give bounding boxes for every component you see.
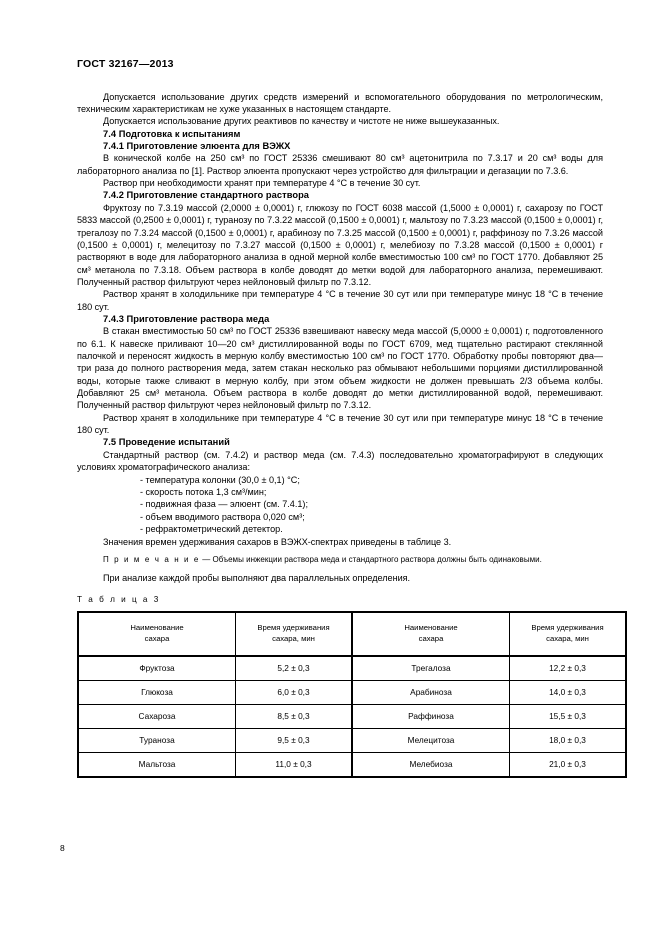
note-label: П р и м е ч а н и е bbox=[103, 554, 200, 564]
table-header-row bbox=[78, 612, 626, 656]
note-body: — Объемы инжекции раствора меда и стандартного раствора должны быть одинаковыми. bbox=[199, 554, 542, 564]
table-cell-sugar-name: Сахароза bbox=[78, 704, 236, 728]
paragraph-standard-solution: Фруктозу по 7.3.19 массой (2,0000 ± 0,0001) г, глюкозу по ГОСТ 6038 массой (1,5000 ± 0,0001) г, сахарозу по ГОСТ 5833 массой (0,2500 ± 0,0001) г, туранозу по 7.3.22 массой (0,1500 ± 0,0001) г, мальтозу по 7.3.23 массой (0,1500 ± 0,0001) г, трегалозу по 7.3.24 массой (0,1500 ± 0,0001) г, арабинозу по 7.3.25 массой (0,1500 ± 0,0001) г, раффинозу по 7.3.26 массой (0,1500 ± 0,0001) г, мелецитозу по 7.3.27 массой (0,1500 ± 0,0001) г, мелебиозу по 7.3.28 массой (0,1500 ± 0,0001) г растворяют в воде для лабораторного анализа в одной мерной колбе вместимостью 100 см³ по ГОСТ 1770. Добавляют 25 см³ метанола по 7.3.18. Объем раствора в колбе доводят до метки водой для лабораторного анализа, перемешивают. Полученный раствор фильтруют через нейлоновый фильтр по 7.3.12. bbox=[77, 202, 603, 287]
paragraph-eluent-storage: Раствор при необходимости хранят при температуре 4 °C в течение 30 сут. bbox=[103, 178, 421, 189]
table-cell-sugar-name: Мелебиоза bbox=[352, 752, 510, 777]
list-item: - подвижная фаза — элюент (см. 7.4.1); bbox=[140, 499, 308, 510]
header-line-1: Время удерживания bbox=[531, 623, 604, 633]
table-cell-sugar-name: Тураноза bbox=[78, 728, 236, 752]
table-cell-sugar-name: Мальтоза bbox=[78, 752, 236, 777]
table-cell-retention-time: 15,5 ± 0,3 bbox=[510, 704, 627, 728]
header-line-1: Время удерживания bbox=[257, 623, 330, 633]
heading-7-4-2: 7.4.2 Приготовление стандартного раствора bbox=[103, 190, 310, 201]
heading-7-4-1: 7.4.1 Приготовление элюента для ВЭЖХ bbox=[103, 141, 291, 152]
page-content bbox=[77, 58, 603, 778]
paragraph-reagents: Допускается использование других реактивов по качеству и чистоте не ниже вышеуказанных. bbox=[103, 116, 500, 127]
table-cell-retention-time: 14,0 ± 0,3 bbox=[510, 680, 627, 704]
table-cell-retention-time: 9,5 ± 0,3 bbox=[236, 728, 353, 752]
document-header-standard-id: ГОСТ 32167—2013 bbox=[77, 58, 174, 70]
paragraph-honey-solution: В стакан вместимостью 50 см³ по ГОСТ 25336 взвешивают навеску меда массой (5,0000 ± 0,0001) г, подготовленного по 6.1. К навеске приливают 10—20 см³ дистиллированной воды по ГОСТ 6709, мед тщательно растирают стеклянной палочкой и переносят жидкость в мерную колбу вместимостью 100 см³ по ГОСТ 1770. Обработку пробы повторяют два—три раза до полного растворения меда, затем стакан несколько раз обмывают небольшими порциями дистиллированной воды, которые также сливают в мерную колбу, при этом объем жидкости не должен превышать 2/3 объема колбы. Добавляют 25 см³ метанола. Объем раствора в колбе доводят до метки дистиллированной водой, перемешивают. Полученный раствор фильтруют через нейлоновый фильтр по 7.3.12. bbox=[77, 326, 603, 411]
table-cell-retention-time: 6,0 ± 0,3 bbox=[236, 680, 353, 704]
table-cell-retention-time: 18,0 ± 0,3 bbox=[510, 728, 627, 752]
table-cell-sugar-name: Глюкоза bbox=[78, 680, 236, 704]
table-header-cell bbox=[352, 612, 510, 656]
list-item: - температура колонки (30,0 ± 0,1) °C; bbox=[140, 474, 300, 485]
table-header-cell bbox=[78, 612, 236, 656]
note-injection-volumes bbox=[77, 554, 603, 566]
chromatography-conditions-list bbox=[77, 474, 603, 536]
table-cell-retention-time: 5,2 ± 0,3 bbox=[236, 656, 353, 681]
table-header bbox=[78, 612, 626, 656]
table-cell-sugar-name: Фруктоза bbox=[78, 656, 236, 681]
paragraph-eluent-preparation: В конической колбе на 250 см³ по ГОСТ 25336 смешивают 80 см³ ацетонитрила по 7.3.17 и 20 см³ воды для лабораторного анализа по [1]. Раствор элюента пропускают через устройство для фильтрации и дегазации по 7.3.6. bbox=[77, 153, 603, 176]
header-line-2: сахара, мин bbox=[272, 633, 315, 643]
table-caption: Т а б л и ц а 3 bbox=[77, 594, 161, 604]
retention-times-table bbox=[77, 611, 627, 778]
table-row bbox=[78, 752, 626, 777]
table-row bbox=[78, 680, 626, 704]
table-cell-sugar-name: Арабиноза bbox=[352, 680, 510, 704]
header-line-2: сахара bbox=[418, 633, 444, 643]
spacer bbox=[77, 585, 603, 595]
table-row bbox=[78, 704, 626, 728]
paragraph-honey-solution-storage: Раствор хранят в холодильнике при температуре 4 °C в течение 30 сут или при температуре минус 18 °C в течение 180 сут. bbox=[77, 412, 603, 436]
table-cell-retention-time: 11,0 ± 0,3 bbox=[236, 752, 353, 777]
table-cell-sugar-name: Раффиноза bbox=[352, 704, 510, 728]
heading-7-4: 7.4 Подготовка к испытаниям bbox=[103, 128, 241, 139]
header-line-1: Наименование bbox=[404, 623, 458, 633]
heading-7-5: 7.5 Проведение испытаний bbox=[103, 437, 230, 448]
header-line-2: сахара, мин bbox=[546, 633, 589, 643]
table-cell-sugar-name: Мелецитоза bbox=[352, 728, 510, 752]
table-cell-retention-time: 12,2 ± 0,3 bbox=[510, 656, 627, 681]
paragraph-measuring-equipment: Допускается использование других средств измерений и вспомогательного оборудования по метрологическим, техническим характеристикам не хуже указанных в настоящем стандарте. bbox=[77, 91, 603, 114]
heading-7-4-3: 7.4.3 Приготовление раствора меда bbox=[103, 313, 270, 324]
list-item: - объем вводимого раствора 0,020 см³; bbox=[140, 511, 305, 522]
table-header-cell bbox=[510, 612, 627, 656]
header-line-1: Наименование bbox=[130, 623, 184, 633]
page-number: 8 bbox=[60, 843, 65, 853]
table-cell-retention-time: 8,5 ± 0,3 bbox=[236, 704, 353, 728]
table-body bbox=[78, 656, 626, 777]
table-header-cell bbox=[236, 612, 353, 656]
table-row bbox=[78, 728, 626, 752]
paragraph-test-procedure: Стандартный раствор (см. 7.4.2) и раствор меда (см. 7.4.3) последовательно хроматографируют в следующих условиях хроматографического анализа: bbox=[77, 449, 603, 473]
paragraph-retention-times-reference: Значения времен удерживания сахаров в ВЭЖХ-спектрах приведены в таблице 3. bbox=[103, 536, 452, 547]
table-cell-retention-time: 21,0 ± 0,3 bbox=[510, 752, 627, 777]
paragraph-standard-solution-storage: Раствор хранят в холодильнике при температуре 4 °C в течение 30 сут или при температуре минус 18 °C в течение 180 сут. bbox=[77, 289, 603, 312]
table-row bbox=[78, 656, 626, 681]
header-line-2: сахара bbox=[144, 633, 170, 643]
list-item: - рефрактометрический детектор. bbox=[140, 524, 283, 535]
table-cell-sugar-name: Трегалоза bbox=[352, 656, 510, 681]
paragraph-parallel-determinations: При анализе каждой пробы выполняют два параллельных определения. bbox=[103, 573, 411, 584]
list-item: - скорость потока 1,3 см³/мин; bbox=[140, 486, 267, 497]
